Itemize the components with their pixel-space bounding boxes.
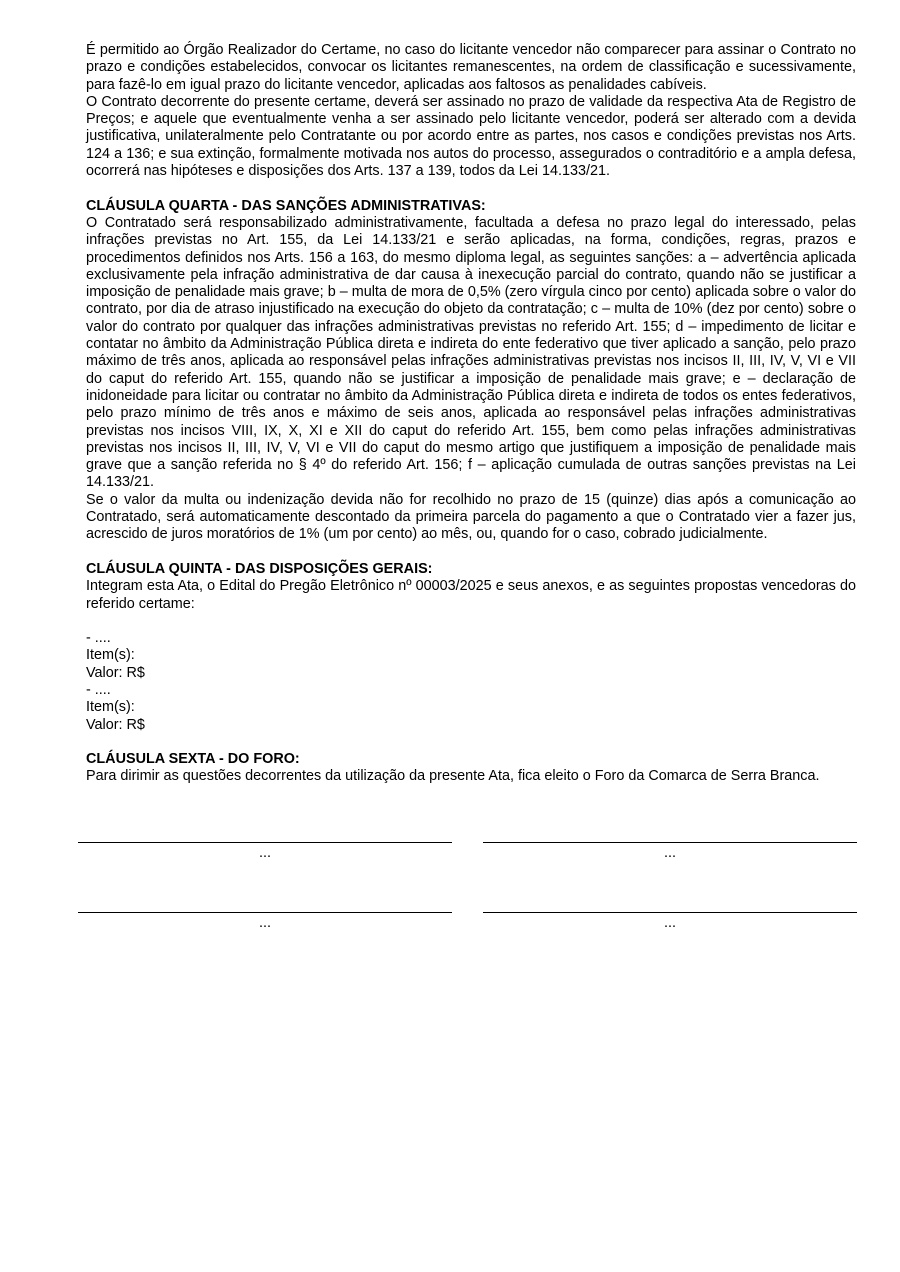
signature-block — [483, 912, 857, 932]
signature-block — [78, 842, 452, 862]
clausula-quinta-title: CLÁUSULA QUINTA - DAS DISPOSIÇÕES GERAIS: — [86, 560, 433, 577]
signature-name: ... — [664, 845, 676, 861]
signature-line — [483, 912, 857, 913]
proposta-valor: Valor: R$ — [86, 664, 145, 681]
clausula-quarta-multa-text: Se o valor da multa ou indenização devida não for recolhido no prazo de 15 (quinze) dias após a comunicação ao Contratado, será automaticamente descontado da primeira parcela do pagamento a que o Contratado vier a fazer jus, acrescido de juros moratórios de 1% (um por cento) ao mês, ou, quando for o caso, cobrado judicialmente. — [86, 491, 856, 543]
clausula-sexta-title: CLÁUSULA SEXTA - DO FORO: — [86, 751, 300, 768]
proposta-item: Item(s): — [86, 647, 135, 664]
proposta-list — [86, 630, 856, 734]
paragraph-convocacao: É permitido ao Órgão Realizador do Certame, no caso do licitante vencedor não comparecer para assinar o Contrato no prazo e condições estabelecidos, convocar os licitantes remanescentes, na ordem de classificação e sucessivamente, para fazê-lo em igual prazo do licitante vencedor, aplicadas aos faltosos as penalidades cabíveis. — [86, 42, 856, 93]
signature-line — [78, 842, 452, 843]
clausula-quarta-text: O Contratado será responsabilizado administrativamente, facultada a defesa no prazo legal do interessado, pelas infrações previstas no Art. 155, da Lei 14.133/21 e serão aplicadas, na forma, condições, regras, prazos e procedimentos definidos nos Arts. 156 a 163, do mesmo diploma legal, as seguintes sanções: a – advertência aplicada exclusivamente pela infração administrativa de dar causa à inexecução parcial do contrato, quando não se justificar a imposição de penalidade mais grave; b – multa de mora de 0,5% (zero vírgula cinco por cento) aplicada sobre o valor do contrato, por dia de atraso injustificado na execução do objeto da contratação; c – multa de 10% (dez por cento) sobre o valor do contrato por qualquer das infrações administrativas previstas no referido Art. 155; d – impedimento de licitar e contatar no âmbito da Administração Pública direta e indireta do ente federativo que tiver aplicado a sanção, pelo prazo máximo de três anos, aplicada ao responsável pelas infrações administrativas previstas nos incisos II, III, IV, V, VI e VII do caput do referido Art. 155, quando não se justificar a imposição de penalidade mais grave; e – declaração de inidoneidade para licitar ou contratar no âmbito da Administração Pública direta e indireta de todos os entes federativos, pelo prazo mínimo de três anos e máximo de seis anos, aplicada ao responsável pelas infrações administrativas previstas nos incisos VIII, IX, X, XI e XII do caput do referido Art. 155, bem como pelas infrações administrativas previstas nos incisos II, III, IV, V, VI e VII do caput do mesmo artigo que justifiquem a imposição de penalidade mais grave que a sanção referida no § 4º do referido Art. 156; f – aplicação cumulada de outras sanções previstas na Lei 14.133/21. — [86, 214, 856, 491]
signature-name: ... — [259, 915, 271, 931]
signature-name: ... — [664, 915, 676, 931]
paragraph-contrato: O Contrato decorrente do presente certame, deverá ser assinado no prazo de validade da respectiva Ata de Registro de Preços; e aquele que eventualmente venha a ser assinado pelo licitante vencedor, poderá ser alterado com a devida justificativa, unilateralmente pelo Contratante ou por acordo entre as partes, nos casos e condições previstas nos Arts. 124 a 136; e sua extinção, formalmente motivada nos autos do processo, assegurados o contraditório e a ampla defesa, ocorrerá nas hipóteses e disposições dos Arts. 137 a 139, todos da Lei 14.133/21. — [86, 93, 856, 180]
clausula-quarta-title: CLÁUSULA QUARTA - DAS SANÇÕES ADMINISTRATIVAS: — [86, 197, 486, 214]
clausula-sexta-text: Para dirimir as questões decorrentes da utilização da presente Ata, fica eleito o Foro da Comarca de Serra Branca. — [86, 768, 820, 785]
clausula-quinta-text: Integram esta Ata, o Edital do Pregão Eletrônico nº 00003/2025 e seus anexos, e as seguintes propostas vencedoras do referido certame: — [86, 578, 856, 612]
document-body — [86, 42, 856, 786]
signature-line — [78, 912, 452, 913]
signature-line — [483, 842, 857, 843]
proposta-valor: Valor: R$ — [86, 716, 145, 733]
signature-name: ... — [259, 845, 271, 861]
proposta-dash: - .... — [86, 630, 111, 647]
signature-block — [78, 912, 452, 932]
signature-block — [483, 842, 857, 862]
proposta-item: Item(s): — [86, 699, 135, 716]
proposta-dash: - .... — [86, 681, 111, 698]
